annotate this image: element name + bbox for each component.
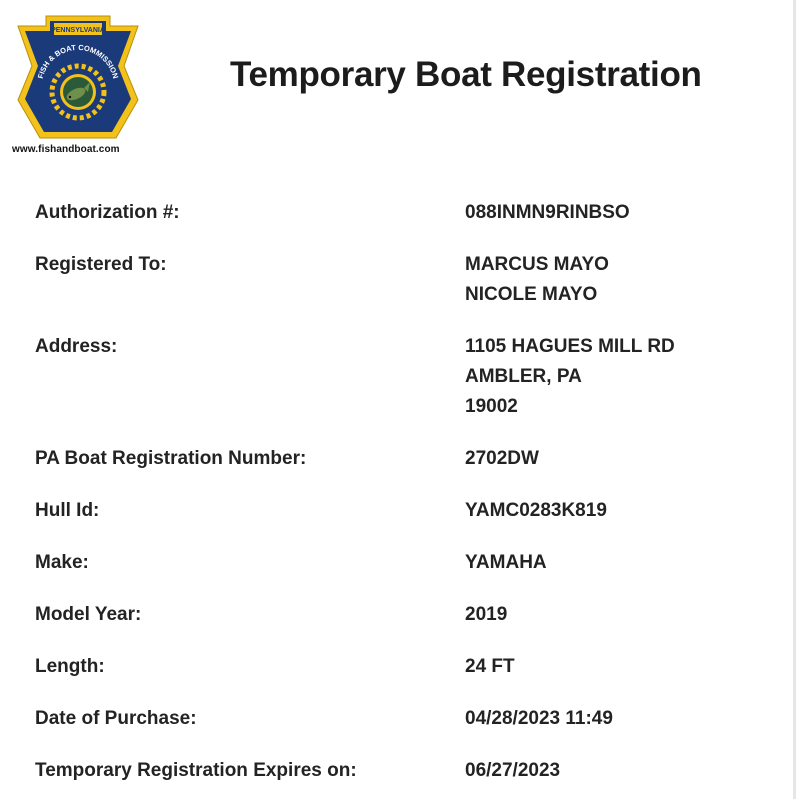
logo-url: www.fishandboat.com: [12, 144, 120, 155]
logo-top-text: PENNSYLVANIA: [51, 27, 105, 34]
address-zip: 19002: [465, 396, 518, 417]
row-address: [35, 332, 775, 422]
row-registered-to: [35, 250, 775, 310]
registration-details: [35, 198, 775, 786]
row-hull-id: [35, 496, 775, 526]
page-title: Temporary Boat Registration: [230, 55, 702, 94]
pfbc-logo: [14, 14, 142, 140]
registered-to-value: [465, 250, 609, 310]
length-label: Length:: [35, 656, 105, 677]
pa-registration-label: PA Boat Registration Number:: [35, 448, 307, 469]
row-pa-registration: [35, 444, 775, 474]
date-of-purchase-label: Date of Purchase:: [35, 708, 197, 729]
hull-id-value: YAMC0283K819: [465, 500, 607, 521]
expires-value: 06/27/2023: [465, 760, 561, 781]
row-expires: [35, 756, 775, 786]
hull-id-label: Hull Id:: [35, 500, 100, 521]
make-label: Make:: [35, 552, 89, 573]
registered-to-label: Registered To:: [35, 254, 167, 275]
row-model-year: [35, 600, 775, 630]
model-year-value: 2019: [465, 604, 508, 625]
address-street: 1105 HAGUES MILL RD: [465, 336, 675, 357]
address-value: [465, 332, 675, 422]
date-of-purchase-value: 04/28/2023 11:49: [465, 708, 613, 729]
owner-name: NICOLE MAYO: [465, 284, 598, 305]
row-length: [35, 652, 775, 682]
keystone-emblem-icon: [16, 14, 140, 140]
address-label: Address:: [35, 336, 118, 357]
length-value: 24 FT: [465, 656, 515, 677]
authorization-value: 088INMN9RINBSO: [465, 202, 630, 223]
expires-label: Temporary Registration Expires on:: [35, 760, 357, 781]
row-make: [35, 548, 775, 578]
row-authorization: [35, 198, 775, 228]
address-city-state: AMBLER, PA: [465, 366, 582, 387]
logo-arc-text: FISH & BOAT COMMISSION: [35, 42, 121, 80]
page-right-border: [793, 0, 796, 799]
pa-registration-value: 2702DW: [465, 448, 539, 469]
owner-name: MARCUS MAYO: [465, 254, 609, 275]
authorization-label: Authorization #:: [35, 202, 180, 223]
model-year-label: Model Year:: [35, 604, 142, 625]
row-date-of-purchase: [35, 704, 775, 734]
make-value: YAMAHA: [465, 552, 547, 573]
